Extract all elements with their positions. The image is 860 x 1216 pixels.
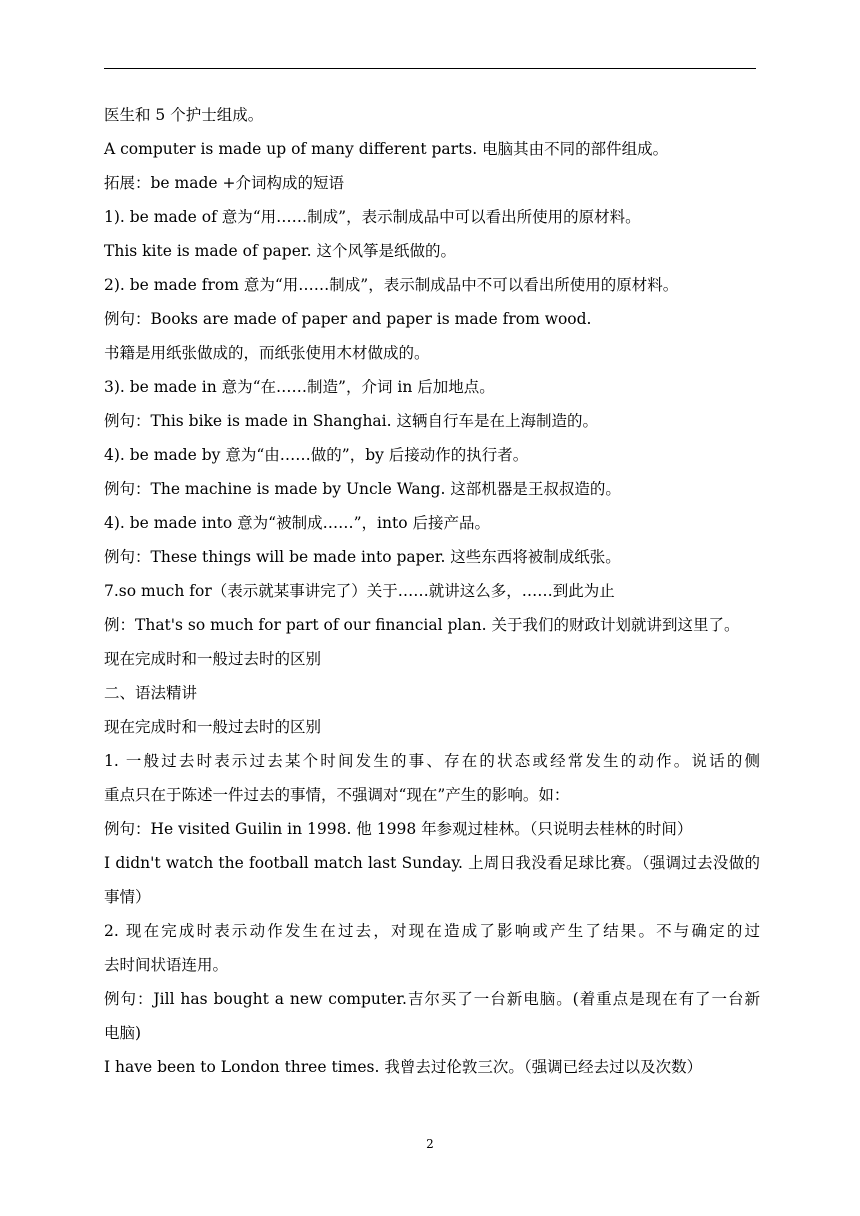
paragraph-line: 重点只在于陈述一件过去的事情，不强调对“现在”产生的影响。如：: [104, 786, 570, 804]
paragraph-line: 2). be made from 意为“用……制成”，表示制成品中不可以看出所使用的原材料。: [104, 276, 679, 294]
section-heading: 二、语法精讲: [104, 684, 198, 702]
paragraph-line: 例句：Jill has bought a new computer.吉尔买了一台新电脑。(着重点是现在有了一台新: [104, 990, 760, 1008]
header-rule: [104, 68, 756, 69]
paragraph-line: 医生和 5 个护士组成。: [104, 106, 264, 124]
paragraph-line: 拓展：be made +介词构成的短语: [104, 174, 344, 192]
paragraph-line: 4). be made into 意为“被制成……”，into 后接产品。: [104, 514, 490, 532]
paragraph-line: 电脑): [104, 1024, 142, 1042]
paragraph-line: This kite is made of paper. 这个风筝是纸做的。: [104, 242, 456, 260]
paragraph-line: 1. 一般过去时表示过去某个时间发生的事、存在的状态或经常发生的动作。说话的侧: [104, 752, 760, 770]
paragraph-line: 例句：This bike is made in Shanghai. 这辆自行车是在上海制造的。: [104, 412, 598, 430]
paragraph-line: 4). be made by 意为“由……做的”，by 后接动作的执行者。: [104, 446, 529, 464]
paragraph-line: 去时间状语连用。: [104, 956, 229, 974]
paragraph-line: 例句：These things will be made into paper. 这些东西将被制成纸张。: [104, 548, 621, 566]
document-body: [104, 98, 760, 1084]
paragraph-line: 例句：He visited Guilin in 1998. 他 1998 年参观过桂林。（只说明去桂林的时间）: [104, 820, 693, 838]
paragraph-line: 例：That's so much for part of our financial plan. 关于我们的财政计划就讲到这里了。: [104, 616, 740, 634]
paragraph-line: I didn't watch the football match last Sunday. 上周日我没看足球比赛。（强调过去没做的: [104, 854, 760, 872]
paragraph-line: 3). be made in 意为“在……制造”，介词 in 后加地点。: [104, 378, 495, 396]
page-number: 2: [426, 1137, 434, 1151]
paragraph-line: 书籍是用纸张做成的，而纸张使用木材做成的。: [104, 344, 430, 362]
paragraph-line: 事情）: [104, 888, 151, 906]
paragraph-line: 1). be made of 意为“用……制成”，表示制成品中可以看出所使用的原材料。: [104, 208, 641, 226]
paragraph-line: I have been to London three times. 我曾去过伦敦三次。（强调已经去过以及次数）: [104, 1058, 703, 1076]
paragraph-line: 2. 现在完成时表示动作发生在过去，对现在造成了影响或产生了结果。不与确定的过: [104, 922, 760, 940]
section-heading: 现在完成时和一般过去时的区别: [104, 718, 322, 736]
paragraph-line: 例句：Books are made of paper and paper is made from wood.: [104, 310, 592, 328]
paragraph-line: 例句：The machine is made by Uncle Wang. 这部机器是王叔叔造的。: [104, 480, 621, 498]
section-heading: 现在完成时和一般过去时的区别: [104, 650, 322, 668]
paragraph-line: A computer is made up of many different parts. 电脑其由不同的部件组成。: [104, 140, 669, 158]
paragraph-line: 7.so much for（表示就某事讲完了）关于……就讲这么多，……到此为止: [104, 582, 615, 600]
